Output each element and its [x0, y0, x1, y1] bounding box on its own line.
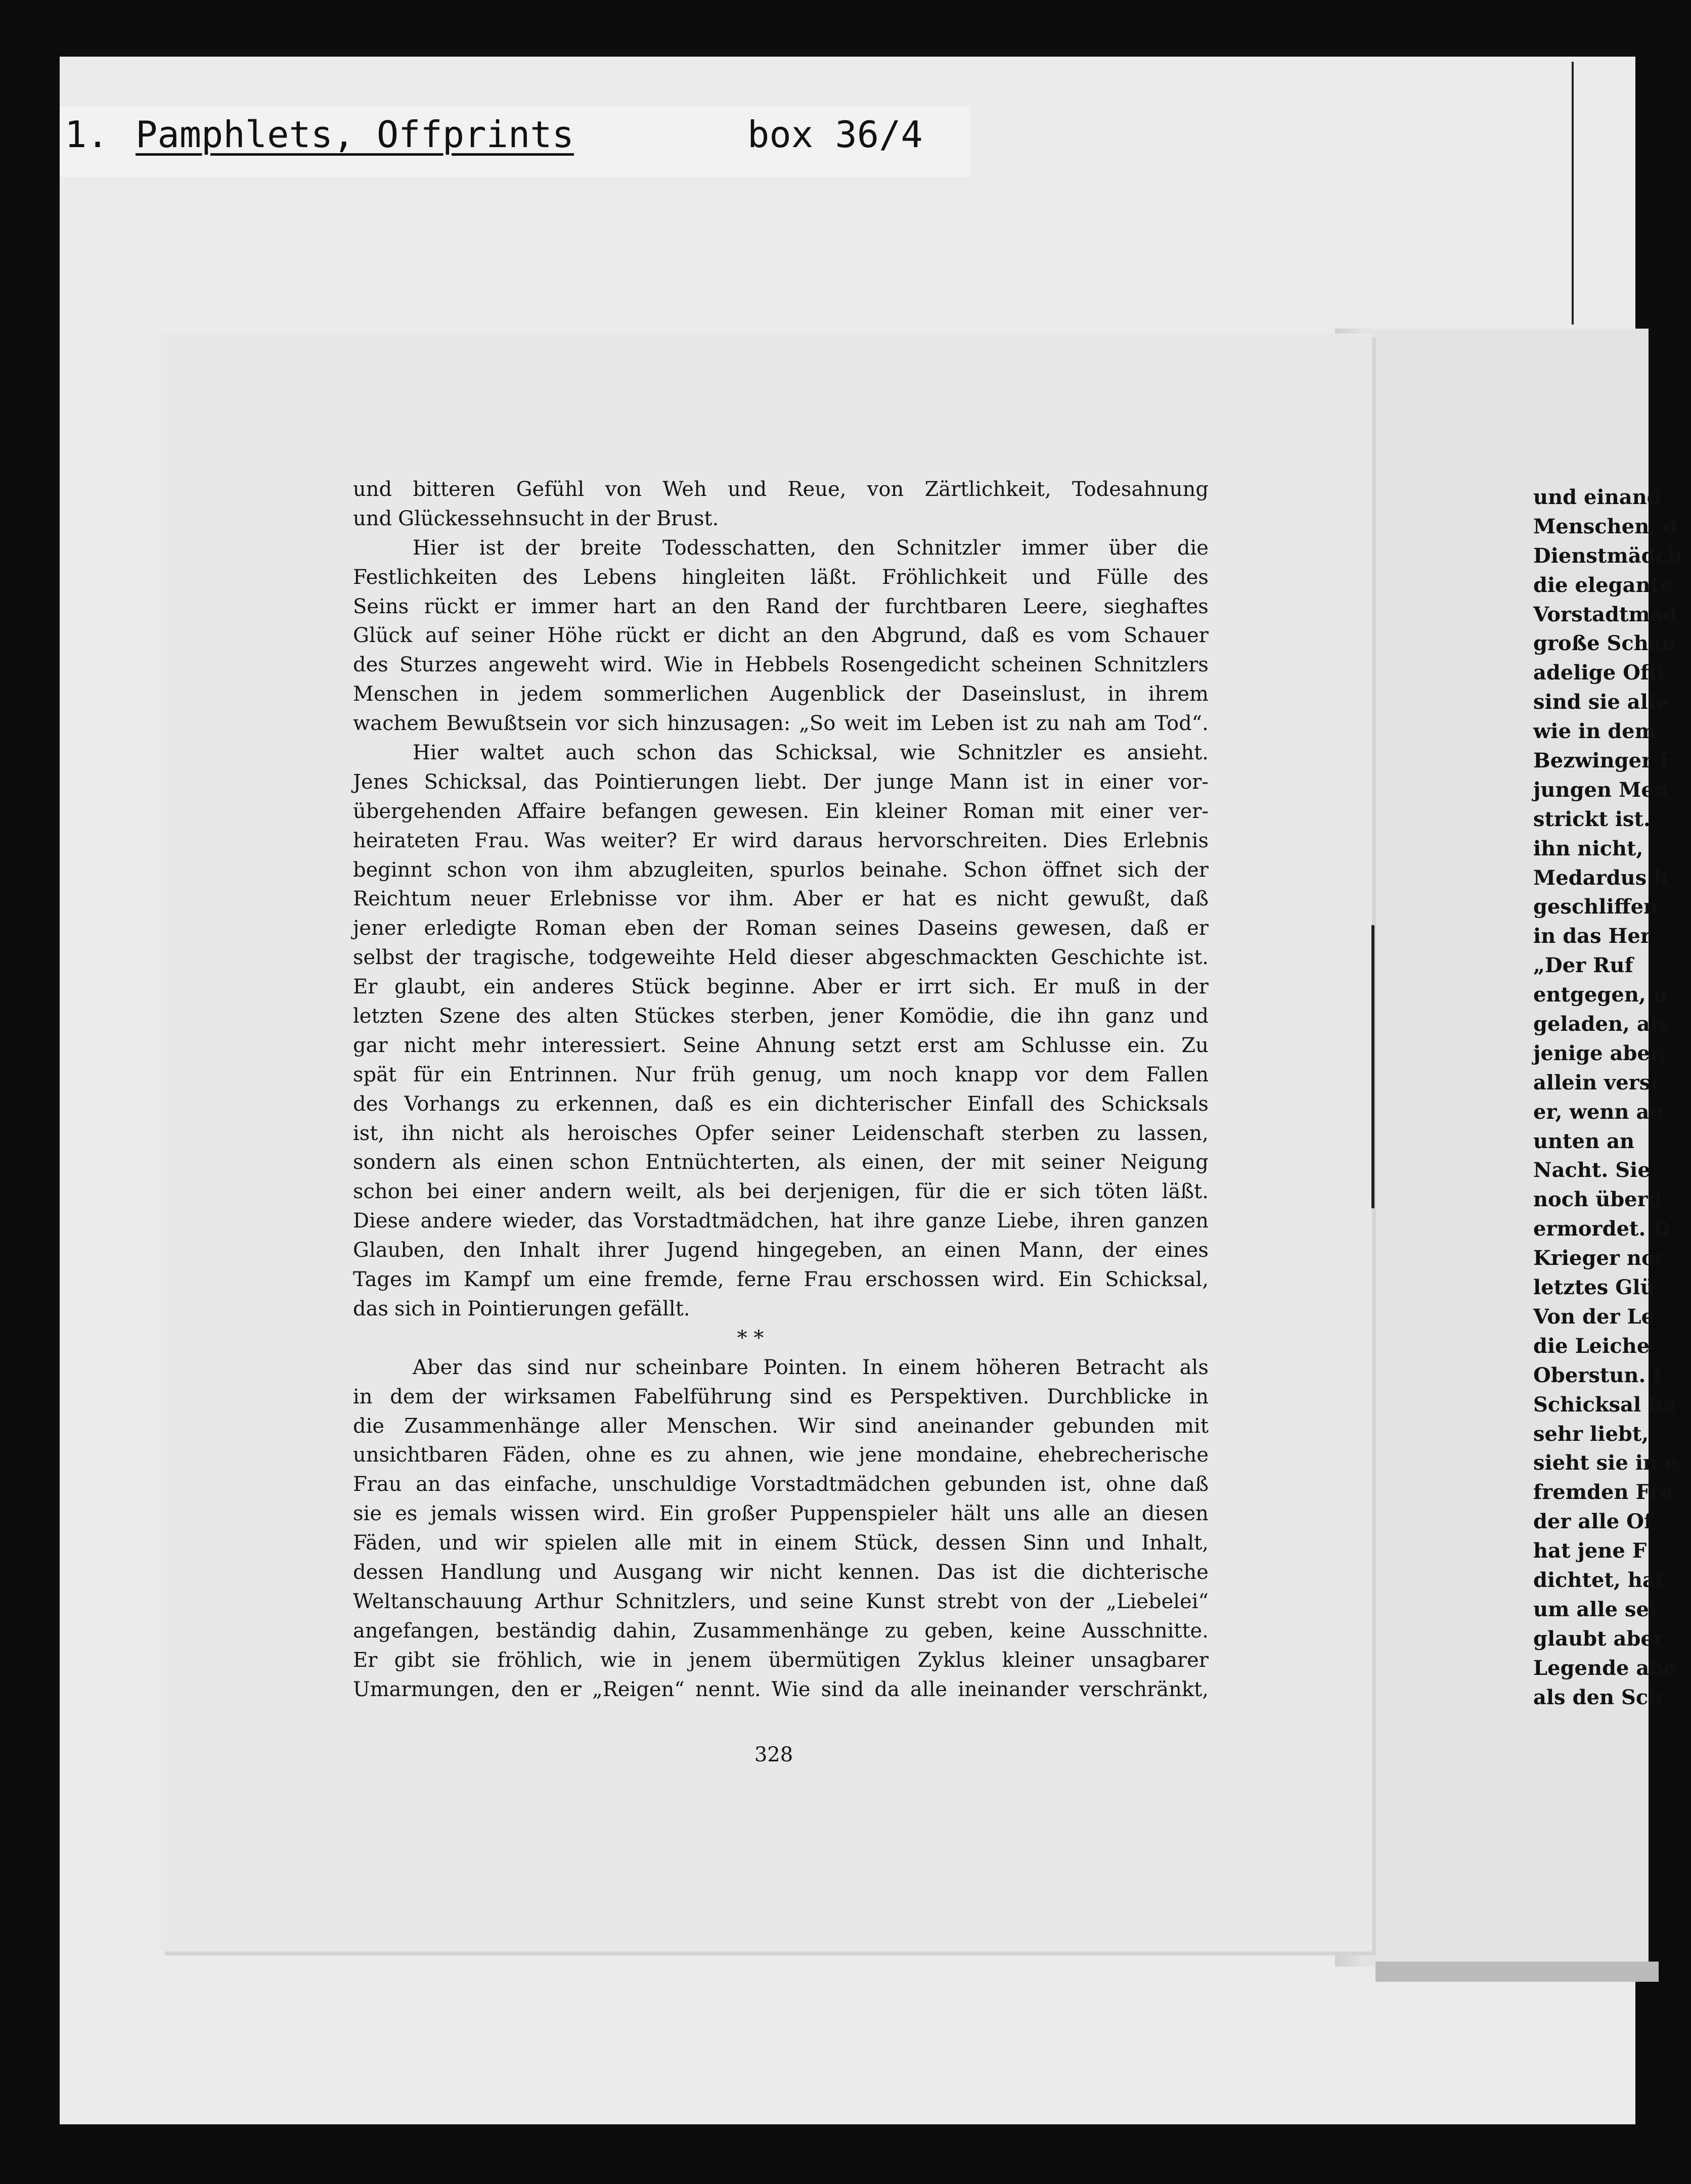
right-column-line: hat jene F: [1533, 1539, 1647, 1563]
right-column-line: Oberstun. I: [1533, 1363, 1663, 1387]
text-line: Glück auf seiner Höhe rückt er dicht an den Abgrund, daß es vom Schauer: [353, 624, 1209, 648]
right-column-line: Krieger noc: [1533, 1246, 1668, 1270]
text-line: Festlichkeiten des Lebens hingleiten läßt. Fröhlichkeit und Fülle des: [353, 565, 1209, 589]
right-column-line: fremden Fra: [1533, 1480, 1674, 1505]
right-column-line: der alle Of: [1533, 1510, 1653, 1534]
text-line: gar nicht mehr interessiert. Seine Ahnung setzt erst am Schlusse ein. Zu: [353, 1033, 1209, 1057]
text-line: und Glückessehnsucht in der Brust.: [353, 507, 719, 530]
text-line: Frau an das einfache, unschuldige Vorstadtmädchen gebunden ist, ohne daß: [353, 1473, 1209, 1496]
text-line: spät für ein Entrinnen. Nur früh genug, um noch knapp vor dem Fallen: [353, 1063, 1209, 1086]
text-line: Er gibt sie fröhlich, wie in jenem übermütigen Zyklus kleiner unsagbarer: [353, 1648, 1209, 1672]
right-column-line: entgegen, u: [1533, 983, 1668, 1007]
right-column-line: ermordet. D: [1533, 1217, 1671, 1241]
right-column-line: Menschen, d: [1533, 514, 1678, 538]
archive-header-label: [60, 106, 970, 177]
right-column-line: Bezwinger E: [1533, 749, 1675, 773]
text-line: Reichtum neuer Erlebnisse vor ihm. Aber er hat es nicht gewußt, daß: [353, 887, 1209, 911]
right-column-line: geladen, als: [1533, 1012, 1669, 1036]
right-column-line: glaubt aber: [1533, 1626, 1664, 1651]
page-body-text: [353, 475, 1209, 1704]
text-line: Er glaubt, ein anderes Stück beginne. Aber er irrt sich. Er muß in der: [353, 975, 1209, 999]
text-line: sie es jemals wissen wird. Ein großer Puppenspieler hält uns alle an diesen: [353, 1502, 1209, 1526]
right-column-line: adelige Offi: [1533, 661, 1665, 685]
text-line: selbst der tragische, todgeweihte Held dieser abgeschmackten Geschichte ist.: [353, 946, 1209, 970]
text-line: wachem Bewußtsein vor sich hinzusagen: „So weit im Leben ist zu nah am Tod“.: [353, 712, 1209, 736]
card-edge-line: [1572, 62, 1574, 325]
right-column-line: Schicksal ha: [1533, 1392, 1676, 1417]
right-column-line: sind sie alle: [1533, 690, 1669, 714]
paper-clip-mark: [1371, 925, 1382, 1208]
right-column-line: Von der Le: [1533, 1304, 1655, 1329]
right-column-line: sehr liebt,: [1533, 1422, 1649, 1446]
right-column-line: strickt ist.: [1533, 807, 1651, 831]
header-box-number: box 36/4: [747, 113, 923, 156]
right-column-line: noch überd: [1533, 1188, 1662, 1212]
text-line: in dem der wirksamen Fabelführung sind es Perspektiven. Durchblicke in: [353, 1385, 1209, 1408]
text-line: heirateten Frau. Was weiter? Er wird daraus hervorschreiten. Dies Erlebnis: [353, 829, 1209, 852]
right-column-line: letztes Glü: [1533, 1276, 1655, 1300]
text-line: Diese andere wieder, das Vorstadtmädchen, hat ihre ganze Liebe, ihren ganzen: [353, 1209, 1209, 1233]
text-line: letzten Szene des alten Stückes sterben, jener Komödie, die ihn ganz und: [353, 1005, 1209, 1028]
text-line: dessen Handlung und Ausgang wir nicht kennen. Das ist die dichterische: [353, 1560, 1209, 1584]
right-column-line: die Leiche: [1533, 1334, 1650, 1358]
right-column-line: sieht sie in e: [1533, 1451, 1678, 1475]
text-line: des Vorhangs zu erkennen, daß es ein dichterischer Einfall des Schicksals: [353, 1092, 1209, 1116]
text-line: Weltanschauung Arthur Schnitzlers, und seine Kunst strebt von der „Liebelei“: [353, 1589, 1209, 1613]
text-line: Hier waltet auch schon das Schicksal, wie Schnitzler es ansieht.: [413, 741, 1209, 765]
right-column-line: Medardus h: [1533, 866, 1669, 890]
text-line: des Sturzes angeweht wird. Wie in Hebbels Rosengedicht scheinen Schnitzlers: [353, 653, 1209, 677]
right-column-line: wie in dem: [1533, 719, 1656, 744]
right-column-line: Legende abe: [1533, 1656, 1676, 1680]
text-line: jener erledigte Roman eben der Roman seines Daseins gewesen, daß er: [353, 917, 1209, 940]
right-column-line: die elegante: [1533, 573, 1673, 597]
right-column-line: dichtet, hat: [1533, 1568, 1665, 1592]
right-column-line: als den Sch: [1533, 1685, 1663, 1709]
right-column-line: jenige aber,: [1533, 1041, 1666, 1065]
text-line: ist, ihn nicht als heroisches Opfer seiner Leidenschaft sterben zu lassen,: [353, 1121, 1209, 1145]
right-column-line: in das Her: [1533, 924, 1651, 948]
header-title: Pamphlets, Offprints: [136, 113, 574, 156]
right-column-line: Nacht. Sie: [1533, 1158, 1651, 1182]
text-line: Fäden, und wir spielen alle mit in einem Stück, dessen Sinn und Inhalt,: [353, 1531, 1209, 1555]
text-line: angefangen, beständig dahin, Zusammenhänge zu geben, keine Ausschnitte.: [353, 1619, 1209, 1643]
page-number: 328: [754, 1743, 793, 1766]
text-line: Aber das sind nur scheinbare Pointen. In einem höheren Betracht als: [413, 1355, 1209, 1379]
text-line: * *: [737, 1326, 764, 1350]
right-column-line: er, wenn au: [1533, 1100, 1664, 1124]
right-column-line: allein versc: [1533, 1070, 1663, 1095]
text-line: Glauben, den Inhalt ihrer Jugend hingegeben, an einen Mann, der eines: [353, 1239, 1209, 1262]
bottom-strip: [1375, 1962, 1659, 1982]
text-line: Hier ist der breite Todesschatten, den Schnitzler immer über die: [413, 536, 1209, 560]
text-line: Seins rückt er immer hart an den Rand der furchtbaren Leere, sieghaftes: [353, 595, 1209, 618]
text-line: Tages im Kampf um eine fremde, ferne Frau erschossen wird. Ein Schicksal,: [353, 1268, 1209, 1292]
header-number: 1.: [65, 113, 109, 156]
right-column-line: und einand: [1533, 485, 1661, 509]
right-column-line: jungen Men: [1533, 778, 1669, 802]
text-line: übergehenden Affaire befangen gewesen. Ein kleiner Roman mit einer ver-: [353, 799, 1209, 823]
right-column-line: Dienstmädch: [1533, 543, 1683, 568]
text-line: sondern als einen schon Entnüchterten, als einen, der mit seiner Neigung: [353, 1151, 1209, 1174]
text-line: unsichtbaren Fäden, ohne es zu ahnen, wie jene mondaine, ehebrecherische: [353, 1443, 1209, 1467]
right-column-line: unten an: [1533, 1129, 1635, 1153]
text-line: Umarmungen, den er „Reigen“ nennt. Wie sind da alle ineinander verschränkt,: [353, 1677, 1209, 1701]
right-column-line: „Der Ruf: [1533, 953, 1633, 978]
text-line: das sich in Pointierungen gefällt.: [353, 1297, 690, 1321]
right-column-line: geschliffen.: [1533, 895, 1666, 919]
text-line: Menschen in jedem sommerlichen Augenblick der Daseinslust, in ihrem: [353, 682, 1209, 706]
text-line: beginnt schon von ihm abzugleiten, spurlos beinahe. Schon öffnet sich der: [353, 858, 1209, 882]
text-line: und bitteren Gefühl von Weh und Reue, von Zärtlichkeit, Todesahnung: [353, 478, 1209, 501]
text-line: Jenes Schicksal, das Pointierungen liebt. Der junge Mann ist in einer vor-: [353, 770, 1209, 794]
right-column-line: ihn nicht,: [1533, 836, 1643, 860]
right-column-line: große Schau: [1533, 631, 1676, 656]
text-line: schon bei einer andern weilt, als bei derjenigen, für die er sich töten läßt.: [353, 1180, 1209, 1204]
right-column-line: Vorstadtmäd: [1533, 602, 1677, 626]
right-page-text-column: [1533, 483, 1683, 1712]
right-column-line: um alle sei: [1533, 1597, 1657, 1621]
text-line: die Zusammenhänge aller Menschen. Wir sind aneinander gebunden mit: [353, 1414, 1209, 1438]
